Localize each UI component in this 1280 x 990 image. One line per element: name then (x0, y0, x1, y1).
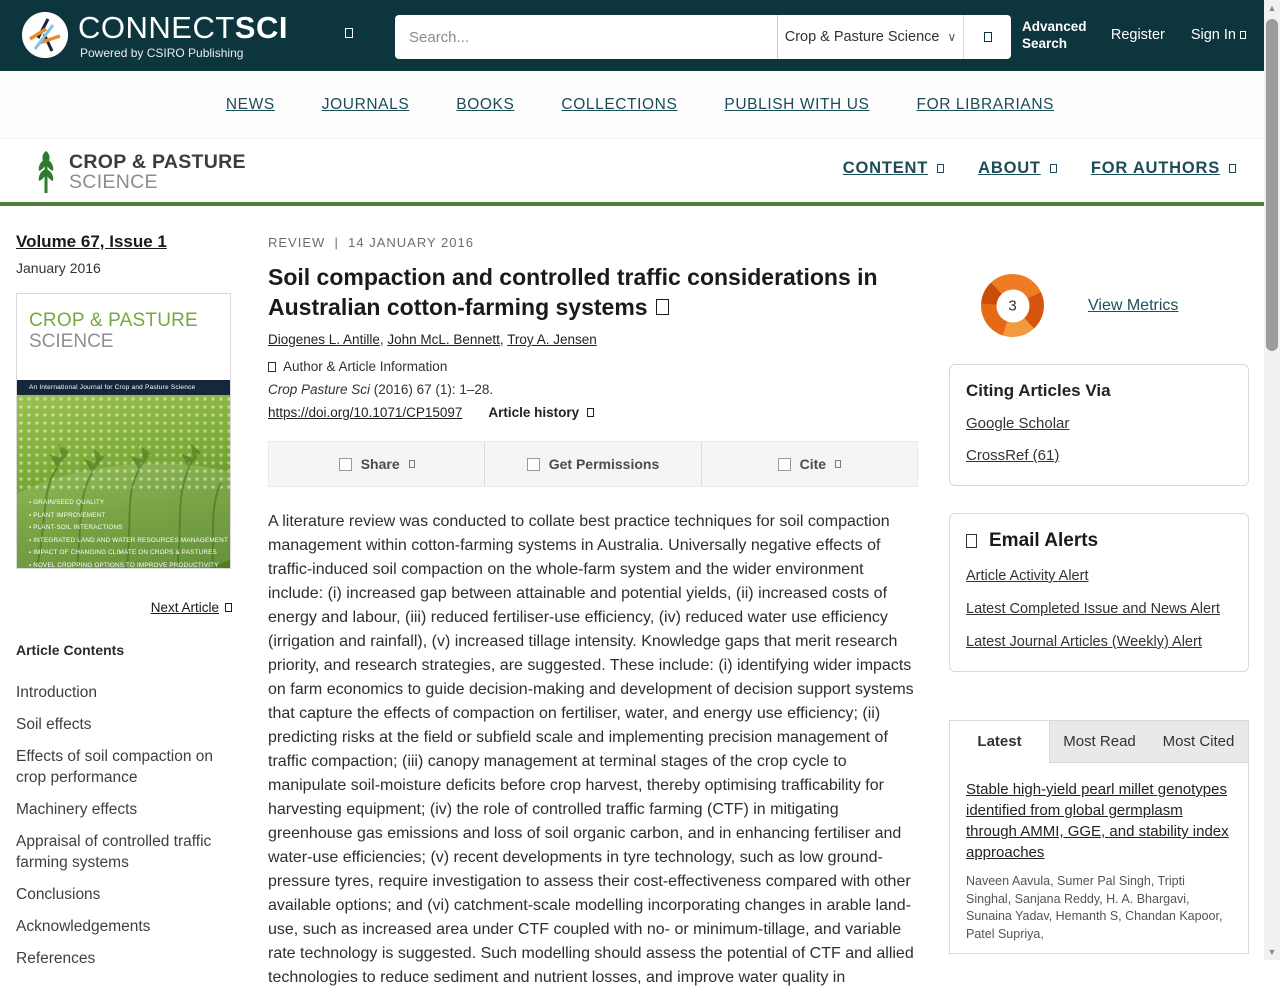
cover-subtitle: An International Journal for Crop and Pasture Science (17, 380, 230, 395)
article-activity-alert-link[interactable]: Article Activity Alert (966, 568, 1089, 584)
email-icon (966, 534, 977, 548)
scrollbar-thumb[interactable] (1266, 19, 1278, 351)
altmetric-badge[interactable] (981, 274, 1044, 337)
contents-item-acknowledgements[interactable]: Acknowledgements (16, 918, 151, 935)
connectsci-logo[interactable] (22, 12, 288, 59)
page-title: Soil compaction and controlled traffic considerations in Australian cotton-farming systems (268, 264, 878, 320)
scrollbar-up-icon[interactable]: ▲ (1267, 3, 1277, 13)
issue-sidebar (16, 206, 232, 980)
brand-name: CONNECTSCI (78, 10, 288, 45)
about-dropdown-icon (1050, 164, 1057, 173)
top-header (0, 0, 1280, 71)
author-link[interactable]: Diogenes L. Antille (268, 332, 380, 347)
article-date: | 14 JANUARY 2016 (325, 235, 474, 250)
cover-title-line2: SCIENCE (29, 331, 114, 352)
nav-item-collections[interactable]: COLLECTIONS (561, 95, 678, 113)
header-glyph-icon (345, 28, 353, 38)
scrollbar-down-icon[interactable]: ▼ (1267, 947, 1277, 957)
authors-dropdown-icon (1229, 164, 1236, 173)
article-contents-title: Article Contents (16, 642, 125, 658)
article-sidebar (949, 206, 1249, 954)
contents-item-references[interactable]: References (16, 950, 96, 967)
share-button[interactable]: Share (269, 442, 484, 486)
search-icon (984, 32, 992, 42)
cite-dropdown-icon (835, 460, 841, 468)
altmetric-score: 3 (996, 289, 1029, 322)
issue-date: January 2016 (16, 260, 101, 276)
share-icon (339, 458, 352, 471)
tab-latest[interactable]: Latest (950, 721, 1050, 763)
article-kicker (268, 235, 918, 250)
article-type: REVIEW (268, 235, 326, 250)
sign-in-link[interactable]: Sign In (1191, 27, 1246, 43)
cover-title-line1: CROP & PASTURE (29, 310, 198, 331)
contents-item-appraisal[interactable]: Appraisal of controlled traffic farming systems (16, 833, 212, 871)
journal-menu-content[interactable]: CONTENT (842, 159, 929, 177)
cite-icon (778, 458, 791, 471)
nav-item-librarians[interactable]: FOR LIBRARIANS (916, 95, 1055, 113)
article-toolbar (268, 441, 918, 487)
connectsci-logo-icon (22, 12, 68, 58)
author-link[interactable]: John McL. Bennett (387, 332, 500, 347)
search-input[interactable] (395, 15, 778, 59)
article-history-toggle[interactable]: Article history (488, 405, 594, 420)
next-article-link[interactable]: Next Article (150, 600, 219, 615)
article-main (268, 206, 918, 990)
journal-menu-authors[interactable]: FOR AUTHORS (1090, 159, 1220, 177)
contents-item-compaction-crop[interactable]: Effects of soil compaction on crop performance (16, 748, 214, 786)
tab-most-cited[interactable]: Most Cited (1162, 733, 1235, 750)
nav-item-journals[interactable]: JOURNALS (321, 95, 410, 113)
brand-tagline: Powered by CSIRO Publishing (80, 46, 244, 60)
journal-name-line2: SCIENCE (69, 171, 158, 193)
search-scope-dropdown[interactable] (778, 15, 964, 59)
search-bar (395, 15, 1011, 59)
email-alerts-card (949, 513, 1249, 672)
chevron-down-icon: ∨ (947, 30, 957, 44)
abstract-text: A literature review was conducted to collate best practice techniques for soil compaction management within cotton-farming systems in Australia. Universally negative effects of traffic-induced soil compaction on the whole-farm system and the wider environment include: (i) increased gap between attainable and potential yields, (ii) increased costs of energy and labour, (iii) reduced fertiliser-use efficiency, (iv) reduced water use efficiency (irrigation and rainfall), (v) increased tillage intensity. Knowledge gaps that merit research priority, and research strategies, are suggested. These include: (i) identifying wider impacts on farm economics to guide decision-making and development of decision support systems that capture the effects of compaction on fertiliser, water, and energy use efficiency; (ii) predicting risks at the field or subfield scale and implementing precision management of traffic compaction; (iii) canopy management at terminal stages of the crop cycle to manipulate soil-moisture deficits before crop harvest, thereby optimising trafficability for harvesting equipment; (iv) the role of controlled traffic farming (CTF) in mitigating greenhouse gas emissions and loss of soil organic carbon, and in enhancing fertiliser and water-use efficiencies; (v) recent developments in tyre technology, such as low ground-pressure tyres, require investigation to assess their cost-effectiveness compared with other available options; and (vi) catchment-scale modelling incorporating changes in arable land-use, such as increased area under CTF coupled with no- or minimum-tillage, and variable rate technology is suggested. Such modelling should assess the potential of CTF and allied technologies to reduce sediment and nutrient losses, and improve water quality in (268, 513, 914, 986)
related-articles-panel (949, 720, 1249, 954)
google-scholar-link[interactable]: Google Scholar (966, 415, 1070, 432)
author-info-toggle[interactable]: Author & Article Information (268, 359, 918, 374)
tab-most-read[interactable]: Most Read (1063, 733, 1136, 750)
contents-item-machinery[interactable]: Machinery effects (16, 801, 138, 818)
cover-topic-list: ▪ GRAIN/SEED QUALITY ▪ PLANT IMPROVEMENT ▪ PLANT-SOIL INTERACTIONS ▪ INTEGRATED LAND AND WATER RESOURCES MANAGEMENT ▪ IMPACT OF CHANGING CLIMATE ON CROPS & PASTURES ▪ NOVEL CROPPING OPTIONS TO IMPROVE PRODUCTIVITY (29, 497, 228, 568)
wheat-icon (33, 149, 59, 195)
author-list (268, 332, 918, 347)
contents-item-introduction[interactable]: Introduction (16, 684, 97, 701)
permissions-icon (527, 458, 540, 471)
journal-name-line1: CROP & PASTURE (69, 151, 246, 173)
article-contents-list (16, 682, 232, 969)
nav-item-news[interactable]: NEWS (225, 95, 275, 113)
expand-icon (268, 362, 276, 372)
weekly-articles-alert-link[interactable]: Latest Journal Articles (Weekly) Alert (966, 634, 1202, 650)
search-scope-value: Crop & Pasture Science (784, 29, 940, 45)
sign-in-icon (1240, 31, 1246, 39)
contents-item-conclusions[interactable]: Conclusions (16, 886, 101, 903)
view-metrics-link[interactable]: View Metrics (1088, 296, 1179, 314)
nav-item-books[interactable]: BOOKS (456, 95, 515, 113)
nav-item-publish[interactable]: PUBLISH WITH US (724, 95, 870, 113)
share-dropdown-icon (409, 460, 415, 468)
email-alerts-title: Email Alerts (989, 530, 1099, 551)
advanced-search-link[interactable]: Advanced Search (1022, 19, 1087, 51)
citing-articles-title: Citing Articles Via (966, 381, 1111, 400)
cite-button[interactable]: Cite (701, 442, 917, 486)
article-history-icon (587, 408, 594, 417)
journal-band (0, 139, 1280, 206)
related-article-authors: Naveen Aavula, Sumer Pal Singh, Tripti Singhal, Sanjana Reddy, H. A. Bhargavi, Sunaina Yadav, Hemanth S, Chandan Kapoor, Patel Supriya, (966, 874, 1223, 941)
journal-logo[interactable] (33, 149, 246, 195)
crossref-link[interactable]: CrossRef (61) (966, 447, 1060, 464)
related-article-link[interactable]: Stable high-yield pearl millet genotypes identified from global germplasm through AMMI, GGE, and stability index approaches (966, 781, 1229, 861)
citing-articles-card (949, 364, 1249, 486)
issue-title-link[interactable]: Volume 67, Issue 1 (16, 232, 167, 251)
latest-issue-alert-link[interactable]: Latest Completed Issue and News Alert (966, 601, 1220, 617)
get-permissions-button[interactable]: Get Permissions (484, 442, 700, 486)
journal-cover-image[interactable] (16, 293, 231, 569)
title-link-icon (656, 299, 669, 315)
register-link[interactable]: Register (1110, 27, 1165, 43)
search-button[interactable] (964, 15, 1011, 59)
citation-line: Crop Pasture Sci (2016) 67 (1): 1–28. (268, 382, 494, 397)
contents-item-soil-effects[interactable]: Soil effects (16, 716, 92, 733)
author-link[interactable]: Troy A. Jensen (507, 332, 597, 347)
content-dropdown-icon (937, 164, 944, 173)
page-scrollbar[interactable] (1264, 0, 1280, 960)
site-nav (0, 71, 1280, 139)
doi-link[interactable]: https://doi.org/10.1071/CP15097 (268, 405, 463, 420)
next-article-icon (225, 603, 232, 612)
journal-menu-about[interactable]: ABOUT (978, 159, 1041, 177)
cover-artwork (17, 395, 230, 568)
